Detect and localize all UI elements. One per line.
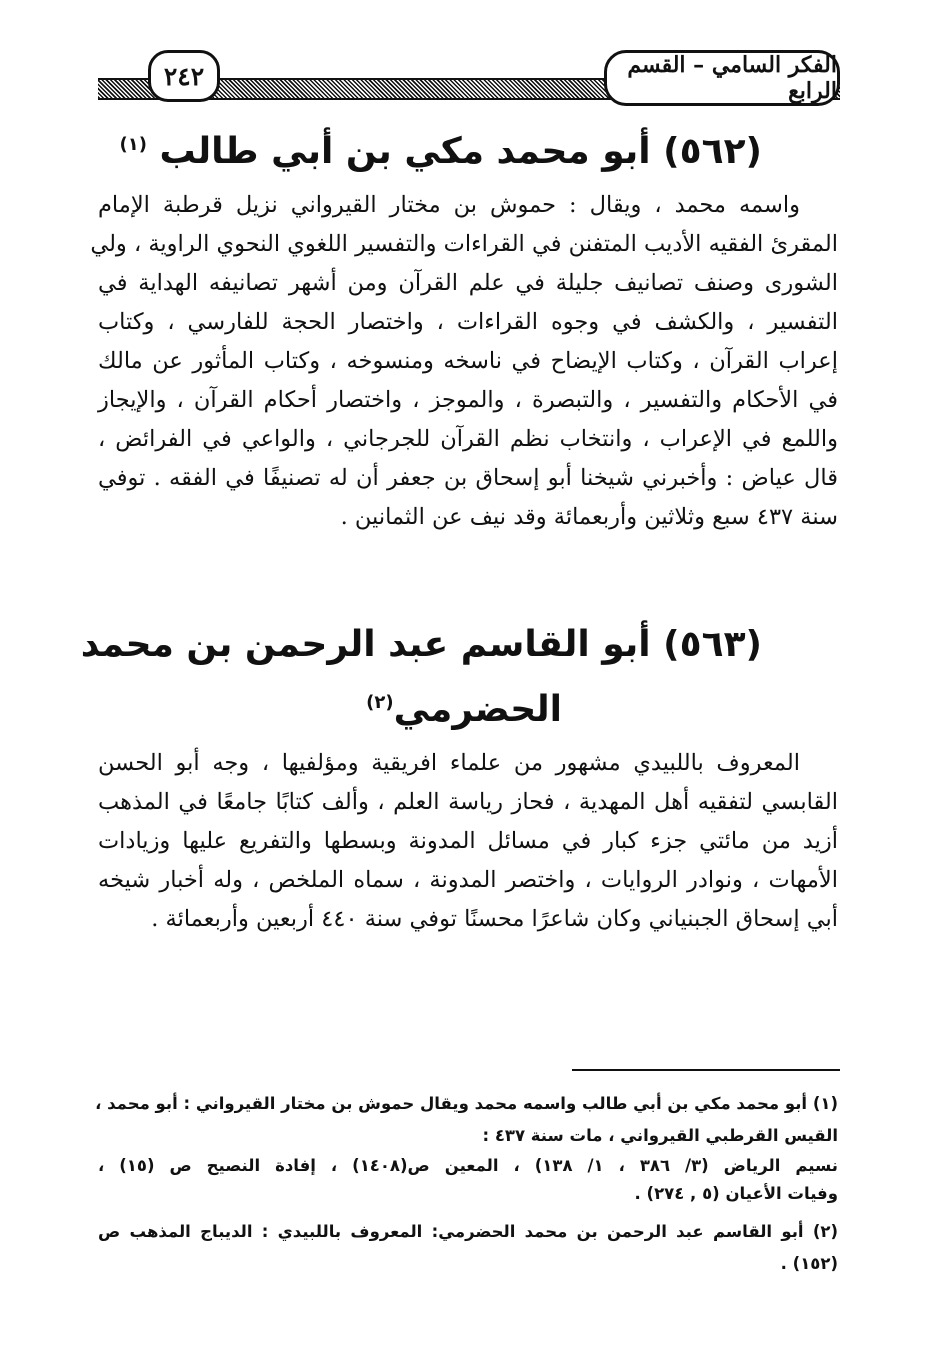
footnote-line: وفيات الأعيان (٥ , ٢٧٤) . bbox=[634, 1184, 838, 1203]
body-line: التفسير ، والكشف في وجوه القراءات ، واختصار الحجة للفارسي ، وكتاب bbox=[98, 309, 838, 335]
page-number: ٢٤٢ bbox=[148, 50, 220, 102]
footnote-line: (١) أبو محمد مكي بن أبي طالب واسمه محمد ويقال حموش بن مختار القيرواني : أبو محمد ، bbox=[95, 1094, 838, 1113]
entry-heading-text: الحضرمي bbox=[393, 689, 562, 730]
body-line: المقرئ الفقيه الأديب المتفنن في القراءات والتفسير اللغوي النحوي الراوية ، ولي bbox=[90, 231, 838, 257]
entry-body-562 bbox=[90, 186, 838, 537]
entry-heading-563: (٥٦٣) أبو القاسم عبد الرحمن بن محمد bbox=[80, 624, 762, 665]
footnote-line: القيس القرطبي القيرواني ، مات سنة ٤٣٧ : bbox=[482, 1126, 838, 1145]
body-line: أزيد من مائتي جزء كبار في مسائل المدونة وبسطها والتفريع عليها وزيادات bbox=[98, 828, 839, 854]
footnote-gap bbox=[98, 1208, 838, 1216]
footnote-line: نسيم الرياض (٣/ ٣٨٦ ، ١/ ١٣٨) ، المعين ص(١٤٠٨) ، إفادة النصيح ص (١٥) ، bbox=[98, 1156, 838, 1175]
footnote-separator bbox=[572, 1069, 840, 1071]
body-line: إعراب القرآن ، وكتاب الإيضاح في ناسخه ومنسوخه ، وكتاب المأثور عن مالك bbox=[98, 348, 838, 374]
entry-heading-562 bbox=[119, 120, 762, 177]
body-line: سنة ٤٣٧ سبع وثلاثين وأربعمائة وقد نيف عن الثمانين . bbox=[340, 504, 838, 530]
body-line: واسمه محمد ، ويقال : حموش بن مختار القيرواني نزيل قرطبة الإمام bbox=[98, 192, 800, 218]
footnotes bbox=[95, 1088, 838, 1280]
entry-heading-text: (٥٦٢) أبو محمد مكي بن أبي طالب bbox=[159, 131, 762, 172]
footnote-1 bbox=[95, 1088, 838, 1208]
footnote-ref-1: (١) bbox=[119, 134, 147, 155]
footnote-line: (١٥٢) . bbox=[780, 1254, 838, 1273]
footnote-ref-2: (٢) bbox=[366, 692, 394, 713]
body-line: قال عياض : وأخبرني شيخنا أبو إسحاق بن جعفر أن له تصنيفًا في الفقه . توفي bbox=[98, 465, 838, 491]
body-line: واللمع في الإعراب ، وانتخاب نظم القرآن للجرجاني ، والواعي في الفرائض ، bbox=[98, 426, 838, 452]
footnote-line: (٢) أبو القاسم عبد الرحمن بن محمد الحضرمي: المعروف باللبيدي : الديباج المذهب ص bbox=[98, 1222, 838, 1241]
body-line: في الأحكام والتفسير ، والتبصرة ، والموجز ، واختصار أحكام القرآن ، والإيجاز bbox=[98, 387, 838, 413]
header-title: الفكر السامي – القسم الرابع bbox=[604, 50, 840, 106]
body-line: أبي إسحاق الجبنياني وكان شاعرًا محسنًا توفي سنة ٤٤٠ أربعين وأربعمائة . bbox=[151, 906, 838, 932]
entry-heading-563-cont bbox=[366, 678, 562, 735]
entry-body-563 bbox=[98, 744, 838, 939]
body-line: الأمهات ، ونوادر الروايات ، واختصر المدونة ، سماه الملخص ، وله أخبار شيخه bbox=[98, 867, 838, 893]
footnote-2 bbox=[98, 1216, 838, 1280]
body-line: الشورى وصنف تصانيف جليلة في علم القرآن ومن أشهر تصانيفه الهداية في bbox=[98, 270, 838, 296]
running-header bbox=[98, 44, 840, 106]
body-line: القابسي لتفقيه أهل المهدية ، فحاز رياسة العلم ، وألف كتابًا جامعًا في المذهب bbox=[98, 789, 838, 815]
body-line: المعروف باللبيدي مشهور من علماء افريقية ومؤلفيها ، وجه أبو الحسن bbox=[98, 750, 800, 776]
